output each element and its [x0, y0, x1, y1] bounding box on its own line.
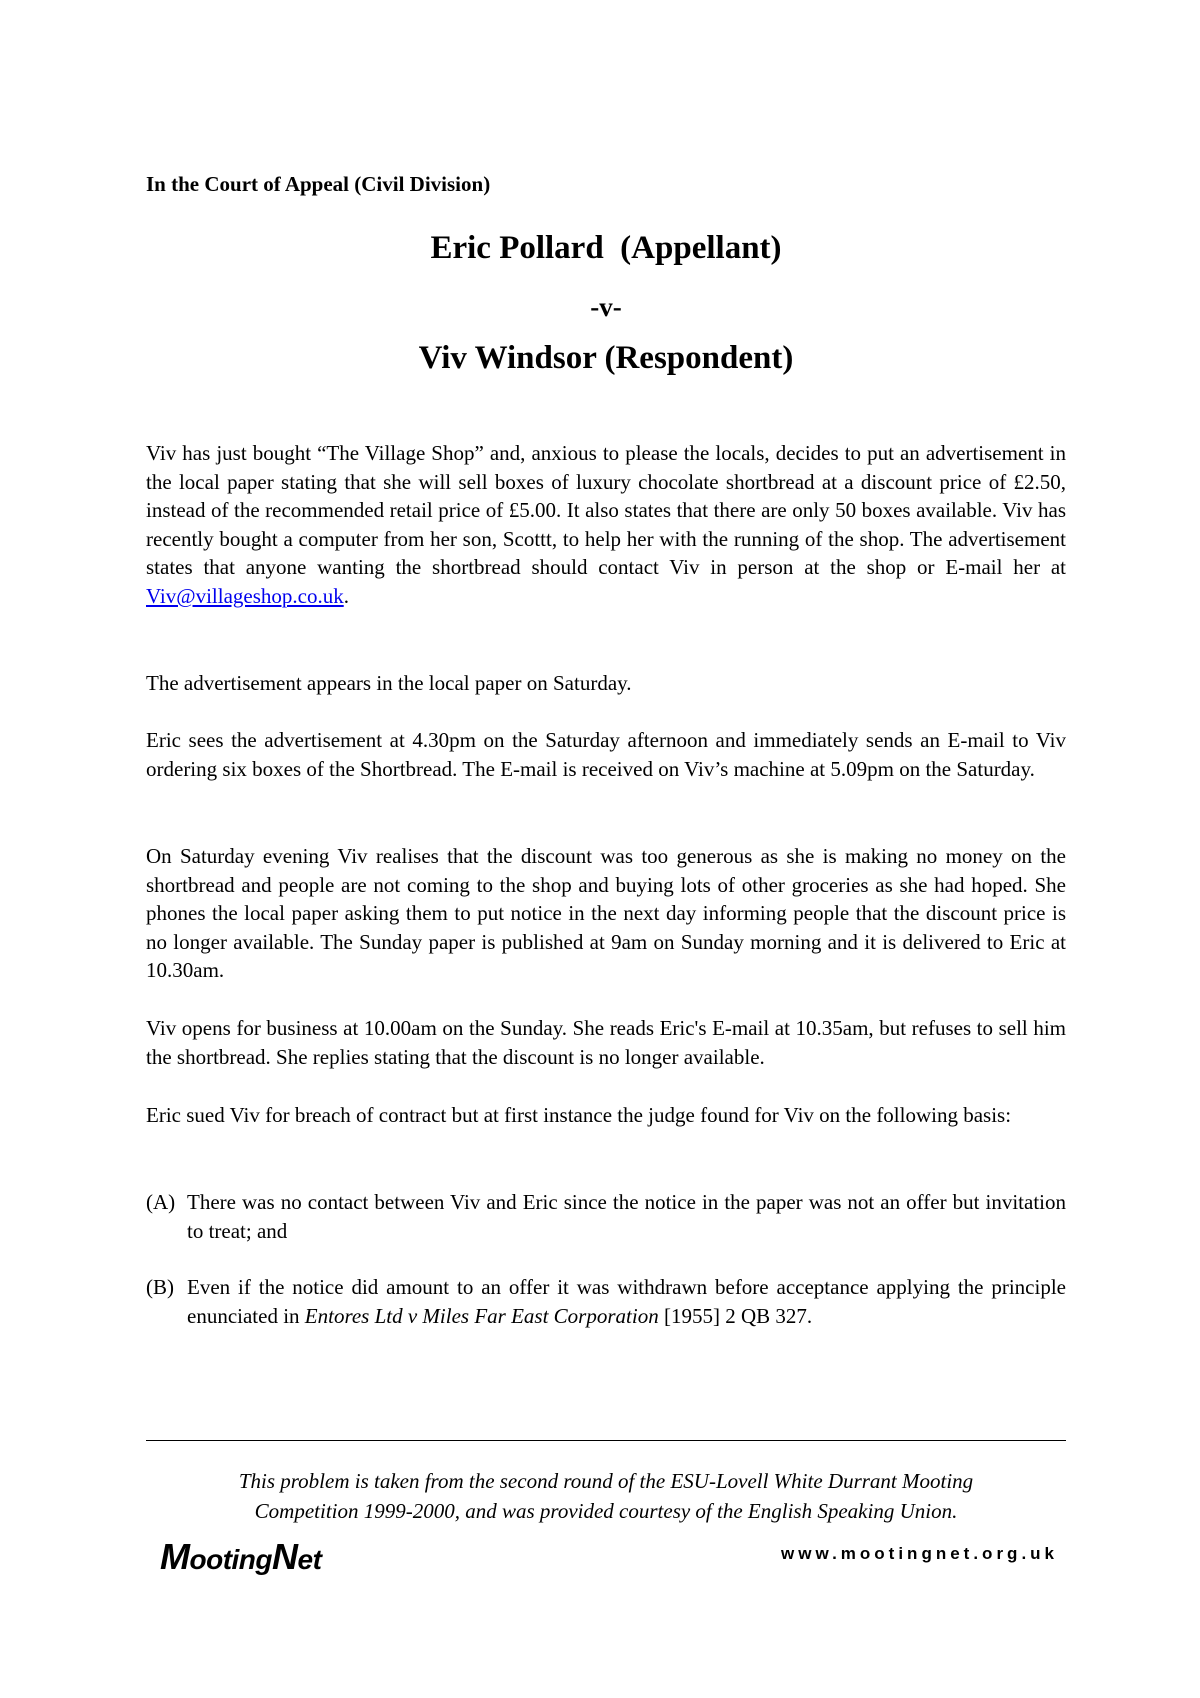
website-url: www.mootingnet.org.uk: [781, 1544, 1058, 1563]
footer-credit: [146, 1466, 1066, 1526]
versus-separator: -v-: [590, 292, 622, 322]
basis-text: [187, 1273, 1066, 1330]
credit-line-1: This problem is taken from the second round of the ESU-Lovell White Durrant Mooting: [238, 1469, 974, 1493]
basis-marker: (B): [146, 1275, 174, 1299]
court-heading: In the Court of Appeal (Civil Division): [146, 172, 491, 196]
basis-item-b: [146, 1273, 1066, 1330]
mootingnet-logo: MootingNet: [160, 1536, 322, 1577]
paragraph-email-order: Eric sees the advertisement at 4.30pm on the Saturday afternoon and immediately sends an E-mail to Viv ordering six boxes of the Shortbread. The E-mail is received on Viv’s machine at 5.09pm on the Saturday.: [146, 728, 1066, 781]
basis-text: There was no contact between Viv and Eric since the notice in the paper was not an offer but invitation to treat; and: [187, 1190, 1066, 1243]
credit-line-2: Competition 1999-2000, and was provided courtesy of the English Speaking Union.: [254, 1499, 958, 1523]
paragraph-withdrawal: On Saturday evening Viv realises that the discount was too generous as she is making no money on the shortbread and people are not coming to the shop and buying lots of other groceries as she had hoped. She phones the local paper asking them to put notice in the next day informing people that the discount price is no longer available. The Sunday paper is published at 9am on Sunday morning and it is delivered to Eric at 10.30am.: [146, 844, 1066, 983]
email-link[interactable]: Viv@villageshop.co.uk: [146, 583, 344, 608]
basis-item-a: [146, 1188, 1066, 1245]
appellant-title: Eric Pollard (Appellant): [430, 230, 782, 266]
document-page: [146, 0, 1066, 1698]
paragraph-refusal: Viv opens for business at 10.00am on the Sunday. She reads Eric's E-mail at 10.35am, but refuses to sell him the shortbread. She replies stating that the discount is no longer available.: [146, 1016, 1066, 1069]
paragraph-publication: The advertisement appears in the local paper on Saturday.: [146, 671, 632, 695]
paragraph-end: .: [343, 583, 349, 608]
footer-divider: [146, 1440, 1066, 1441]
respondent-title: Viv Windsor (Respondent): [418, 340, 794, 376]
basis-marker: (A): [146, 1190, 176, 1214]
paragraph-text: Viv has just bought “The Village Shop” and, anxious to please the locals, decides to put an advertisement in the local paper stating that she will sell boxes of luxury chocolate shortbread at a discount price of £2.50, instead of the recommended retail price of £5.00. It also states that there are only 50 boxes available. Viv has recently bought a computer from her son, Scottt, to help her with the running of the shop. The advertisement states that anyone wanting the shortbread should contact Viv in person at the shop or E-mail her at: [146, 441, 1066, 580]
case-citation: [1955] 2 QB 327.: [658, 1303, 813, 1328]
basis-text-lead: Even if the notice did amount to an offer it was withdrawn before acceptance applying the principle enunciated in: [187, 1275, 1066, 1328]
paragraph-judgment: Eric sued Viv for breach of contract but at first instance the judge found for Viv on the following basis:: [146, 1103, 1012, 1127]
paragraph-facts-advertisement: [146, 439, 1066, 611]
case-name: Entores Ltd v Miles Far East Corporation: [304, 1303, 659, 1328]
